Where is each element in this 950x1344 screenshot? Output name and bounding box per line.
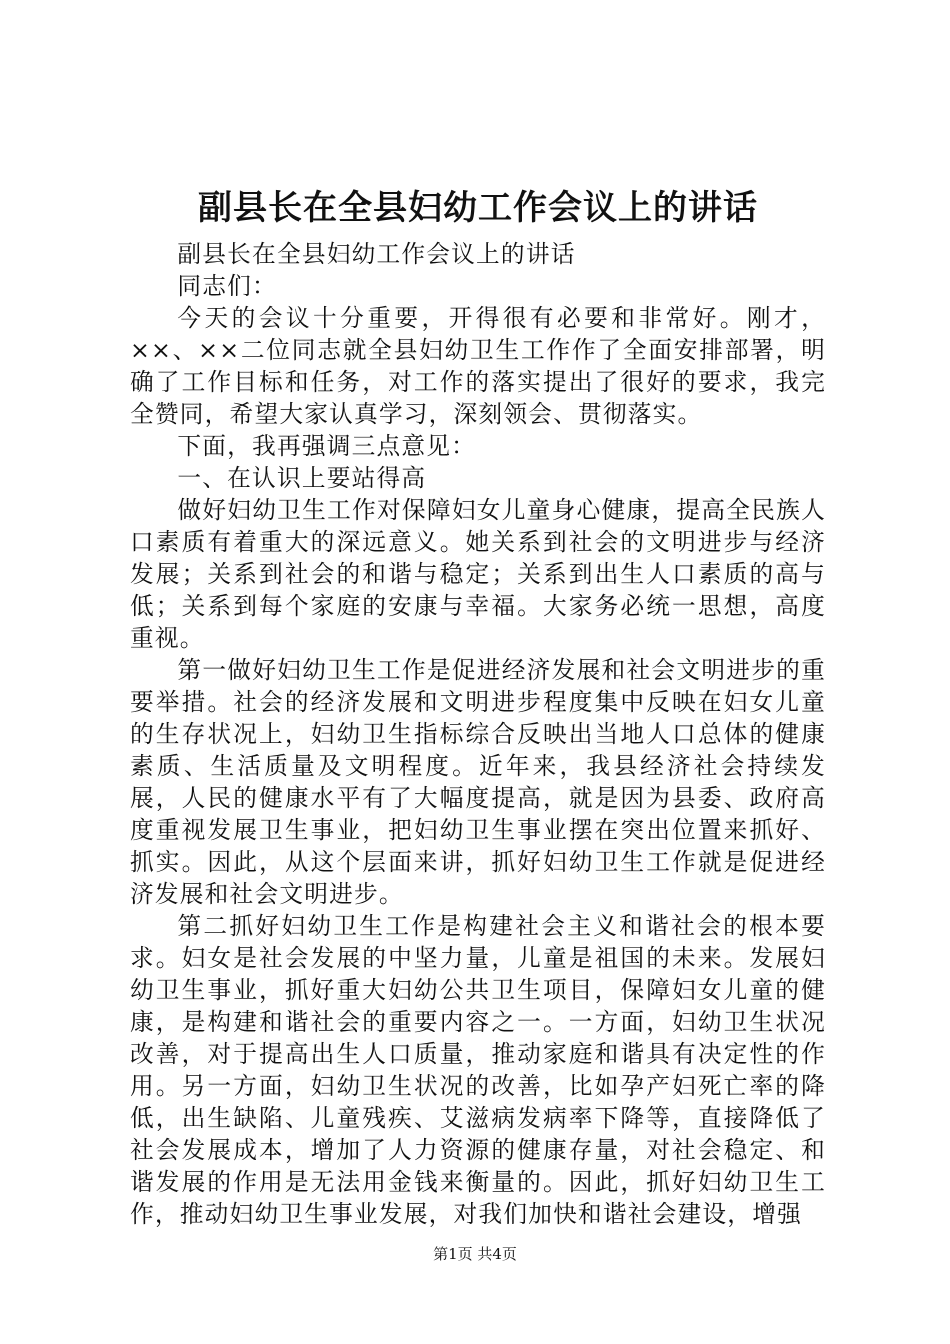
- page-number: 第1页: [433, 1245, 473, 1263]
- section-heading: 一、在认识上要站得高: [177, 464, 427, 492]
- body-paragraph: 第一做好妇幼卫生工作是促进经济发展和社会文明进步的重要举措。社会的经济发展和文明进步程度集中反映在妇女儿童的生存状况上，妇幼卫生指标综合反映出当地人口总体的健康素质、生活质量及文明程度。近年来，我县经济社会持续发展，人民的健康水平有了大幅度提高，就是因为县委、政府高度重视发展卫生事业，把妇幼卫生事业摆在突出位置来抓好、抓实。因此，从这个层面来讲，抓好妇幼卫生工作就是促进经济发展和社会文明进步。: [130, 656, 826, 908]
- document-body: [130, 238, 826, 1230]
- page-total: 共4页: [477, 1245, 517, 1263]
- body-paragraph: 第二抓好妇幼卫生工作是构建社会主义和谐社会的根本要求。妇女是社会发展的中坚力量，儿童是祖国的未来。发展妇幼卫生事业，抓好重大妇幼公共卫生项目，保障妇女儿童的健康，是构建和谐社会的重要内容之一。一方面，妇幼卫生状况改善，对于提高出生人口质量，推动家庭和谐具有决定性的作用。另一方面，妇幼卫生状况的改善，比如孕产妇死亡率的降低，出生缺陷、儿童残疾、艾滋病发病率下降等，直接降低了社会发展成本，增加了人力资源的健康存量，对社会稳定、和谐发展的作用是无法用金钱来衡量的。因此，抓好妇幼卫生工作，推动妇幼卫生事业发展，对我们加快和谐社会建设，增强: [130, 912, 826, 1228]
- body-paragraph: 同志们：: [177, 272, 277, 300]
- document-title: 副县长在全县妇幼工作会议上的讲话: [198, 188, 758, 228]
- body-paragraph: 下面，我再强调三点意见：: [177, 432, 477, 460]
- body-paragraph: 做好妇幼卫生工作对保障妇女儿童身心健康，提高全民族人口素质有着重大的深远意义。她关系到社会的文明进步与经济发展；关系到社会的和谐与稳定；关系到出生人口素质的高与低；关系到每个家庭的安康与幸福。大家务必统一思想，高度重视。: [130, 496, 826, 652]
- page-footer: [0, 1244, 950, 1264]
- body-paragraph: 副县长在全县妇幼工作会议上的讲话: [177, 240, 576, 268]
- body-paragraph: 今天的会议十分重要，开得很有必要和非常好。刚才，××、××二位同志就全县妇幼卫生工作作了全面安排部署，明确了工作目标和任务，对工作的落实提出了很好的要求，我完全赞同，希望大家认真学习，深刻领会、贯彻落实。: [130, 304, 826, 428]
